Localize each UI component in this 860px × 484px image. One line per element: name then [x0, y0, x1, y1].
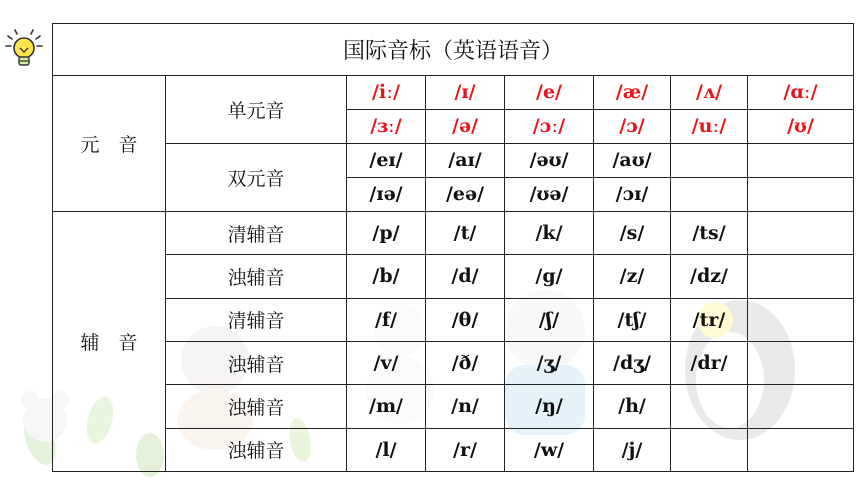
consonant-symbol-cell [748, 341, 854, 384]
consonant-symbol-cell: /dʒ/ [594, 341, 671, 384]
consonant-type-label: 清辅音 [166, 211, 347, 254]
diphthong-symbol-cell: /eə/ [426, 177, 505, 211]
consonant-row [53, 211, 854, 254]
diphthongs-label: 双元音 [166, 143, 347, 211]
consonant-symbol-cell: /m/ [347, 385, 426, 428]
vowel-symbol-cell: /ʌ/ [671, 75, 748, 109]
consonant-symbol-cell: /tr/ [671, 298, 748, 341]
consonant-row [53, 255, 854, 298]
consonant-symbol-cell: /r/ [426, 428, 505, 471]
consonant-symbol-cell: /ʒ/ [505, 341, 594, 384]
consonant-symbol-cell: /n/ [426, 385, 505, 428]
diphthong-symbol-cell [671, 143, 748, 177]
consonant-row [53, 428, 854, 471]
consonants-label: 辅 音 [53, 211, 166, 471]
lightbulb-icon [4, 26, 44, 74]
consonant-symbol-cell: /d/ [426, 255, 505, 298]
consonant-row [53, 385, 854, 428]
vowel-symbol-cell: /ɔː/ [505, 109, 594, 143]
consonant-type-label: 浊辅音 [166, 428, 347, 471]
diphthong-symbol-cell: /aʊ/ [594, 143, 671, 177]
diphthong-symbol-cell [671, 177, 748, 211]
vowel-symbol-cell: /e/ [505, 75, 594, 109]
consonant-symbol-cell: /j/ [594, 428, 671, 471]
consonant-symbol-cell: /ʃ/ [505, 298, 594, 341]
vowel-symbol-cell: /iː/ [347, 75, 426, 109]
vowel-symbol-cell: /ɪ/ [426, 75, 505, 109]
consonant-type-label: 浊辅音 [166, 341, 347, 384]
consonant-symbol-cell: /l/ [347, 428, 426, 471]
monophthong-row [53, 75, 854, 109]
consonant-symbol-cell [748, 298, 854, 341]
consonant-symbol-cell: /v/ [347, 341, 426, 384]
consonant-row [53, 298, 854, 341]
chart-title: 国际音标（英语语音） [53, 24, 854, 76]
vowels-label: 元 音 [53, 75, 166, 211]
consonant-symbol-cell [748, 211, 854, 254]
consonant-symbol-cell: /s/ [594, 211, 671, 254]
consonant-symbol-cell: /tʃ/ [594, 298, 671, 341]
consonant-symbol-cell: /g/ [505, 255, 594, 298]
diphthong-row [53, 143, 854, 177]
vowel-symbol-cell: /ə/ [426, 109, 505, 143]
consonant-type-label: 浊辅音 [166, 255, 347, 298]
vowel-symbol-cell: /uː/ [671, 109, 748, 143]
consonant-symbol-cell: /w/ [505, 428, 594, 471]
consonant-symbol-cell [671, 385, 748, 428]
consonant-type-label: 浊辅音 [166, 385, 347, 428]
consonant-symbol-cell: /ŋ/ [505, 385, 594, 428]
consonant-symbol-cell: /h/ [594, 385, 671, 428]
vowel-symbol-cell: /æ/ [594, 75, 671, 109]
vowel-symbol-cell: /ɑː/ [748, 75, 854, 109]
consonant-symbol-cell: /dz/ [671, 255, 748, 298]
consonant-symbol-cell: /f/ [347, 298, 426, 341]
vowel-symbol-cell: /ɔ/ [594, 109, 671, 143]
consonant-symbol-cell [748, 428, 854, 471]
consonant-symbol-cell [748, 255, 854, 298]
ipa-chart-table [52, 23, 854, 472]
consonant-symbol-cell: /k/ [505, 211, 594, 254]
consonant-row [53, 341, 854, 384]
title-row [53, 24, 854, 76]
diphthong-symbol-cell [748, 177, 854, 211]
consonant-symbol-cell: /θ/ [426, 298, 505, 341]
consonant-symbol-cell: /z/ [594, 255, 671, 298]
consonant-symbol-cell: /p/ [347, 211, 426, 254]
monophthongs-label: 单元音 [166, 75, 347, 143]
consonant-type-label: 清辅音 [166, 298, 347, 341]
consonant-symbol-cell: /t/ [426, 211, 505, 254]
consonant-symbol-cell: /ts/ [671, 211, 748, 254]
diphthong-symbol-cell: /eɪ/ [347, 143, 426, 177]
consonant-symbol-cell: /b/ [347, 255, 426, 298]
vowel-symbol-cell: /ʊ/ [748, 109, 854, 143]
diphthong-symbol-cell: /aɪ/ [426, 143, 505, 177]
diphthong-symbol-cell: /ɔɪ/ [594, 177, 671, 211]
vowel-symbol-cell: /ɜː/ [347, 109, 426, 143]
diphthong-symbol-cell: /əʊ/ [505, 143, 594, 177]
diphthong-symbol-cell: /ɪə/ [347, 177, 426, 211]
consonant-symbol-cell: /dr/ [671, 341, 748, 384]
diphthong-symbol-cell [748, 143, 854, 177]
consonant-symbol-cell: /ð/ [426, 341, 505, 384]
consonant-symbol-cell [748, 385, 854, 428]
diphthong-symbol-cell: /ʊə/ [505, 177, 594, 211]
consonant-symbol-cell [671, 428, 748, 471]
